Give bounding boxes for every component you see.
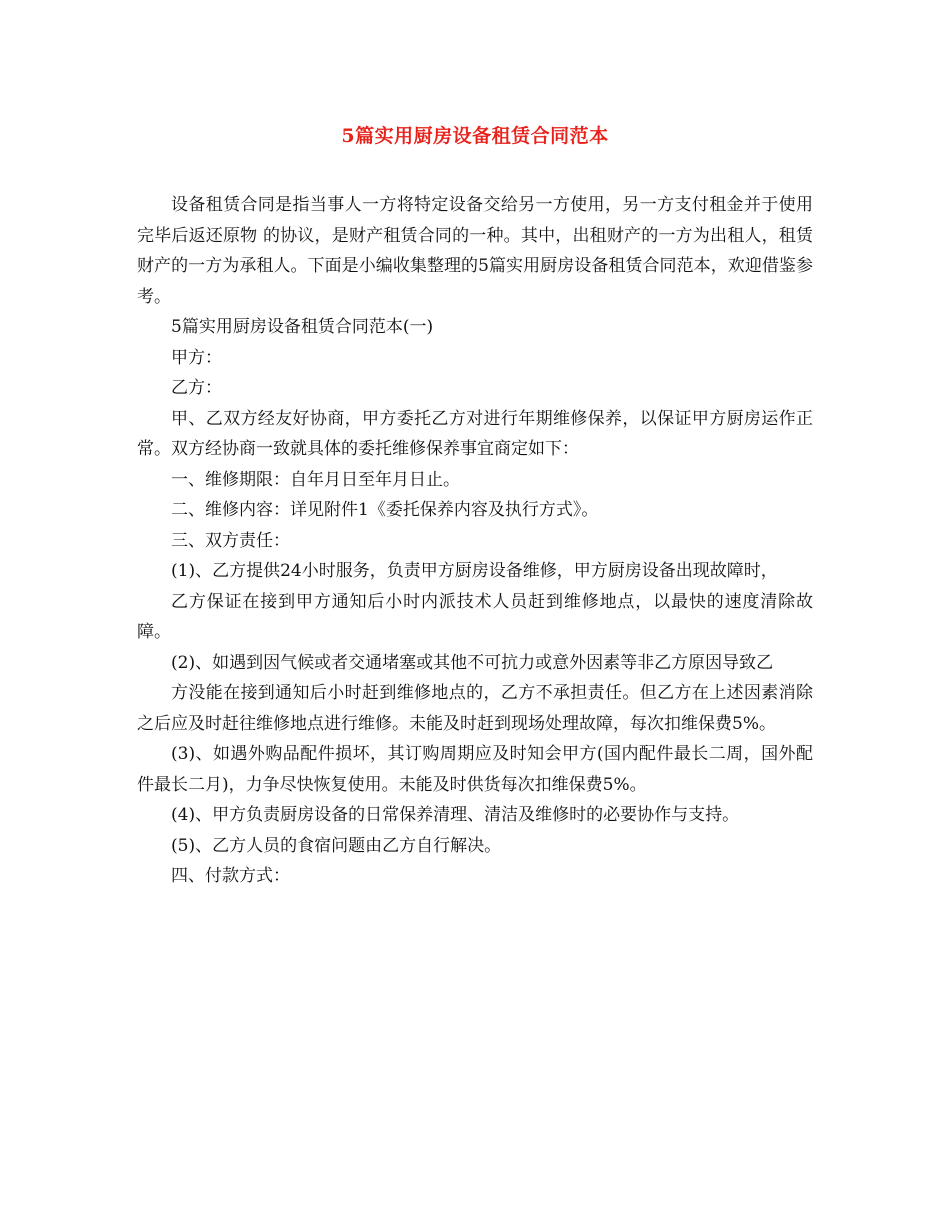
paragraph-section-heading: 5篇实用厨房设备租赁合同范本(一) [171,317,434,337]
paragraph-clause-5: (5)、乙方人员的食宿问题由乙方自行解决。 [171,835,502,856]
document-body [137,190,813,892]
paragraph-clause-1-cont: 乙方保证在接到甲方通知后小时内派技术人员赶到维修地点，以最快的速度清除故障。 [137,591,813,642]
paragraph-clause-2-cont: 方没能在接到通知后小时赶到维修地点的，乙方不承担责任。但乙方在上述因素消除之后应及时赶往维修地点进行维修。未能及时赶到现场处理故障，每次扣维保费5%。 [137,683,813,734]
document-title: 5篇实用厨房设备租赁合同范本 [341,125,609,147]
paragraph-payment: 四、付款方式： [171,866,290,886]
paragraph-clause-2: (2)、如遇到因气候或者交通堵塞或其他不可抗力或意外因素等非乙方原因导致乙 [171,652,774,673]
paragraph-clause-4: (4)、甲方负责厨房设备的日常保养清理、清洁及维修时的必要协作与支持。 [171,805,740,825]
paragraph-clause-3: (3)、如遇外购品配件损坏，其订购周期应及时知会甲方(国内配件最长二周，国外配件最长二月)，力争尽快恢复使用。未能及时供货每次扣维保费5%。 [137,744,813,795]
paragraph-clause-1: (1)、乙方提供24小时服务，负责甲方厨房设备维修，甲方厨房设备出现故障时， [171,561,778,581]
paragraph-intro: 设备租赁合同是指当事人一方将特定设备交给另一方使用，另一方支付租金并于使用完毕后返还原物 的协议，是财产租赁合同的一种。其中，出租财产的一方为出租人，租赁财产的一方为承租人。下面是小编收集整理的5篇实用厨房设备租赁合同范本，欢迎借鉴参考。 [137,195,813,307]
paragraph-term: 一、维修期限：自年月日至年月日止。 [171,469,460,490]
paragraph-agreement: 甲、乙双方经友好协商，甲方委托乙方对进行年期维修保养，以保证甲方厨房运作正常。双方经协商一致就具体的委托维修保养事宜商定如下： [137,408,813,459]
paragraph-responsibilities: 三、双方责任： [171,530,290,551]
paragraph-content: 二、维修内容：详见附件1《委托保养内容及执行方式》。 [171,500,599,520]
paragraph-party-b: 乙方： [171,378,222,398]
paragraph-party-a: 甲方： [171,347,222,368]
